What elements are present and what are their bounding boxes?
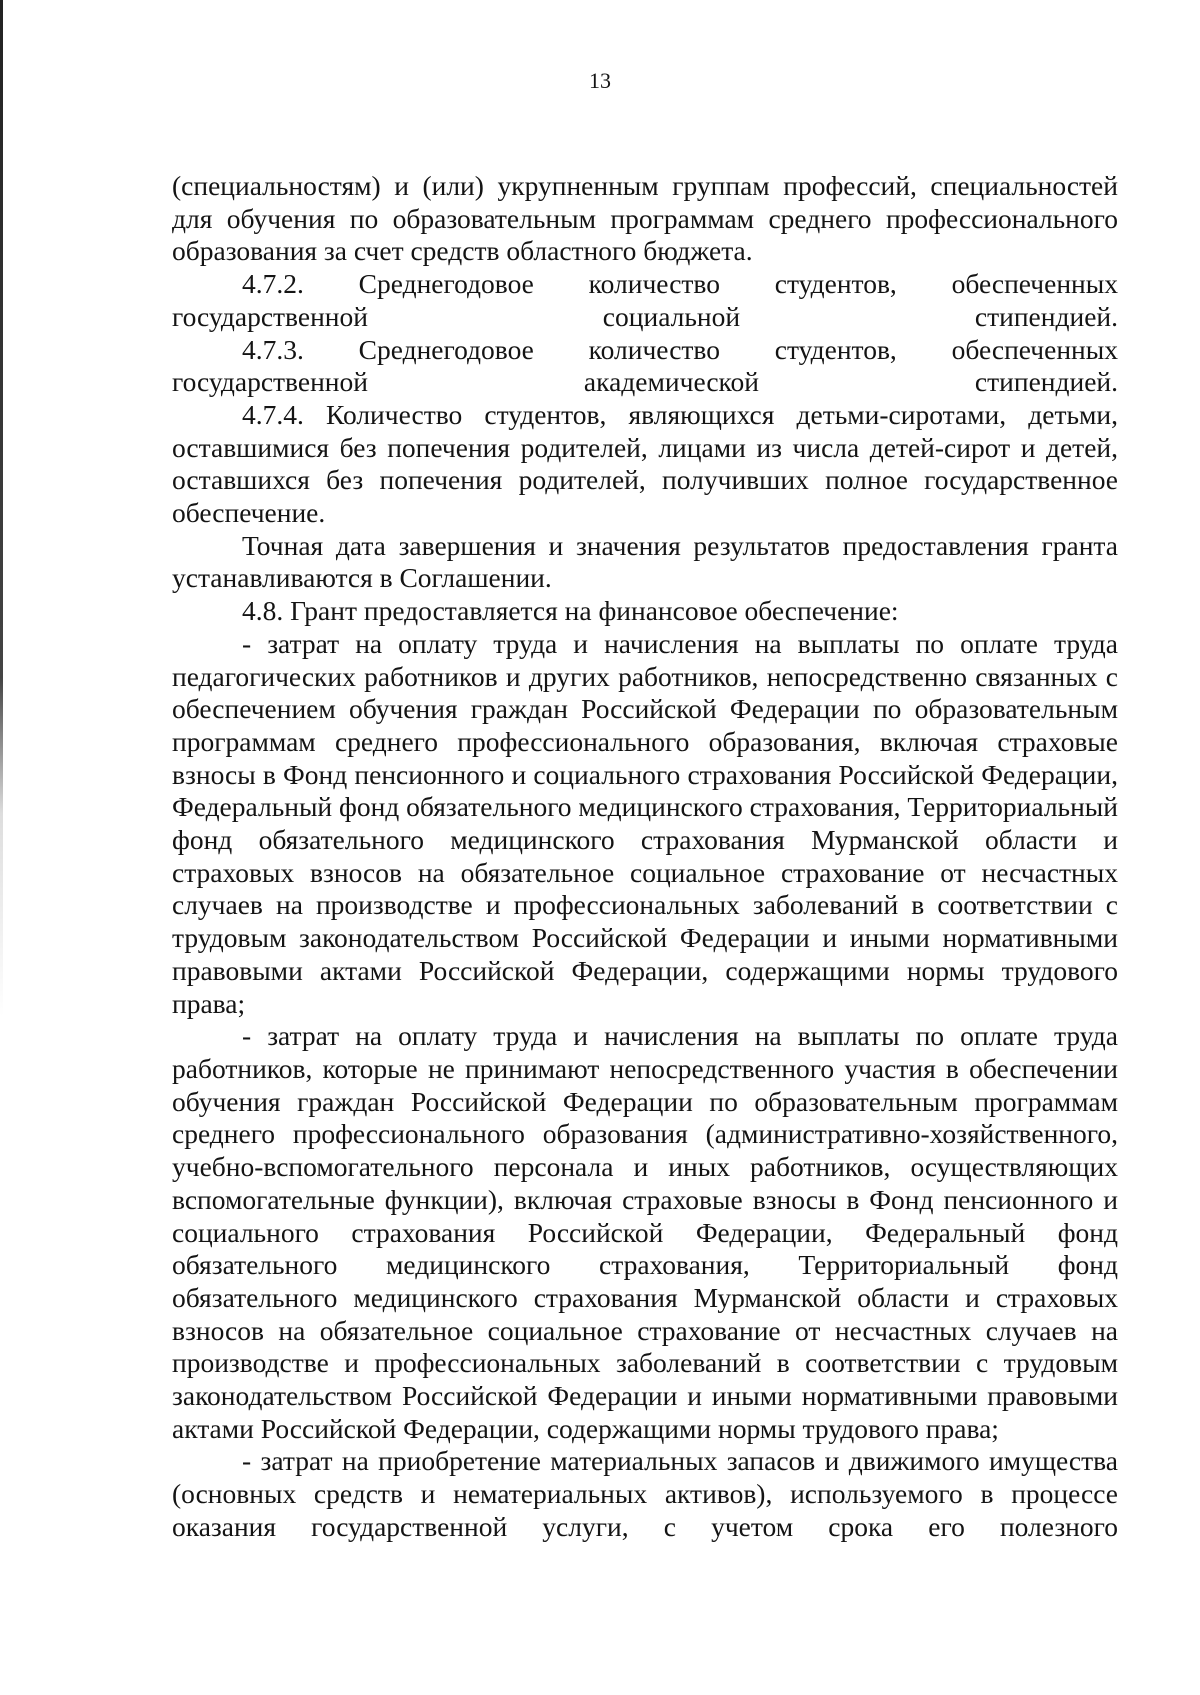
list-item-pedagogical-costs: - затрат на оплату труда и начисления на выплаты по оплате труда педагогических работников и других работников, непосредственно связанных с обеспечением обучения граждан Российской Федерации по образовательным программам среднего профессионального образования, включая страховые взносы в Фонд пенсионного и социального страхования Российской Федерации, Федеральный фонд обязательного медицинского страхования, Территориальный фонд обязательного медицинского страхования Мурманской области и страховых взносов на обязательное социальное страхование от несчастных случаев на производстве и профессиональных заболеваний в соответствии с трудовым законодательством Российской Федерации и иными нормативными правовыми актами Российской Федерации, содержащими нормы трудового права;: [172, 627, 1118, 1019]
paragraph-specialties: (специальностям) и (или) укрупненным группам профессий, специальностей для обучения по образовательным программам среднего профессионального образования за счет средств областного бюджета.: [172, 170, 1118, 267]
document-body: [172, 170, 1118, 1544]
paragraph-4-7-3: 4.7.3. Среднегодовое количество студентов, обеспеченных государственной академической стипендией.: [172, 333, 1118, 398]
paragraph-4-7-2: 4.7.2. Среднегодовое количество студентов, обеспеченных государственной социальной стипендией.: [172, 268, 1118, 332]
list-item-material-costs: - затрат на приобретение материальных запасов и движимого имущества (основных средств и нематериальных активов), используемого в процессе оказания государственной услуги, с учетом срока его полезного: [172, 1445, 1118, 1542]
paragraph-4-8: 4.8. Грант предоставляется на финансовое обеспечение:: [242, 595, 899, 627]
paragraph-4-7-4: 4.7.4. Количество студентов, являющихся детьми-сиротами, детьми, оставшимися без попечения родителей, лицами из числа детей-сирот и детей, оставшихся без попечения родителей, получивших полное государственное обеспечение.: [172, 398, 1118, 529]
page-number: 13: [589, 68, 611, 93]
list-item-support-staff-costs: - затрат на оплату труда и начисления на выплаты по оплате труда работников, которые не принимают непосредственного участия в обеспечении обучения граждан Российской Федерации по образовательным программам среднего профессионального образования (административно-хозяйственного, учебно-вспомогательного персонала и иных работников, осуществляющих вспомогательные функции), включая страховые взносы в Фонд пенсионного и социального страхования Российской Федерации, Федеральный фонд обязательного медицинского страхования, Территориальный фонд обязательного медицинского страхования Мурманской области и страховых взносов на обязательное социальное страхование от несчастных случаев на производстве и профессиональных заболеваний в соответствии с трудовым законодательством Российской Федерации и иными нормативными правовыми актами Российской Федерации, содержащими нормы трудового права;: [172, 1020, 1118, 1444]
paragraph-result-dates: Точная дата завершения и значения результатов предоставления гранта устанавливаются в Соглашении.: [172, 529, 1118, 594]
